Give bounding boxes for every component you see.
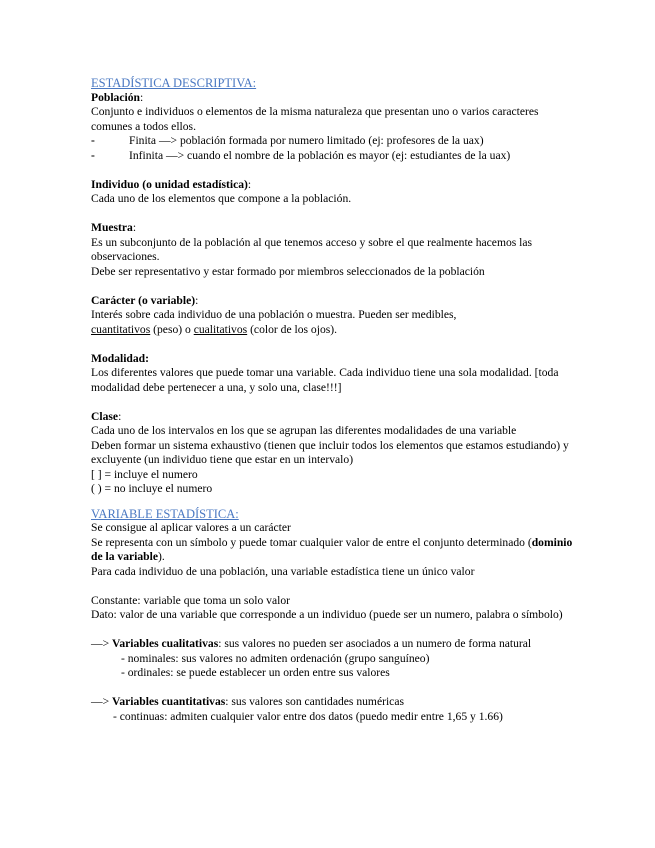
variable-block xyxy=(91,507,581,725)
individuo-desc: Cada uno de los elementos que compone a la población. xyxy=(91,192,352,205)
modalidad-block xyxy=(91,352,581,396)
muestra-colon: : xyxy=(132,221,137,234)
caracter-colon: : xyxy=(195,293,199,307)
individuo-colon: : xyxy=(247,177,252,191)
cualitativas-desc: : sus valores no pueden ser asociados a un numero de forma natural xyxy=(218,637,532,650)
individuo-heading: Individuo (o unidad estadística) xyxy=(91,177,248,191)
list-item: - continuas: admiten cualquier valor entre dos datos (puedo medir entre 1,65 y 1.66) xyxy=(113,709,503,723)
variable-line1: Se consigue al aplicar valores a un carácter xyxy=(91,521,291,534)
bullet-text-infinita: Infinita —> cuando el nombre de la población es mayor (ej: estudiantes de la uax) xyxy=(129,148,511,162)
cuantitativas-heading: Variables cuantitativas xyxy=(112,695,226,708)
bullet-marker: - xyxy=(91,148,95,162)
cuantitativos-term: cuantitativos xyxy=(91,322,151,336)
cuantitativas-line xyxy=(91,695,581,710)
clase-heading: Clase xyxy=(91,409,119,423)
variable-line2a: Se representa con un símbolo y puede tomar cualquier valor de entre el conjunto determinado ( xyxy=(91,535,532,549)
clase-line3: [ ] = incluye el numero xyxy=(91,467,198,481)
variable-line3: Para cada individuo de una población, una variable estadística tiene un único valor xyxy=(91,564,475,578)
bullet-item xyxy=(91,149,581,164)
section-title-estadistica-descriptiva: ESTADÍSTICA DESCRIPTIVA: xyxy=(91,76,257,90)
poblacion-block xyxy=(91,91,581,164)
constante-line: Constante: variable que toma un solo valor xyxy=(91,593,290,607)
clase-block xyxy=(91,410,581,497)
arrow-icon: —> xyxy=(91,637,113,650)
clase-line1: Cada uno de los intervalos en los que se agrupan las diferentes modalidades de una variable xyxy=(91,424,517,437)
cualitativos-term: cualitativos xyxy=(193,322,248,336)
bullet-item xyxy=(91,134,581,149)
document-page xyxy=(91,76,581,724)
dato-line: Dato: valor de una variable que corresponde a un individuo (puede ser un numero, palabra o símbolo) xyxy=(91,608,563,621)
muestra-heading: Muestra xyxy=(91,221,133,234)
caracter-line2 xyxy=(91,323,581,338)
variable-line2 xyxy=(91,536,581,565)
cualitativas-heading: Variables cualitativas xyxy=(112,637,219,650)
list-item: - nominales: sus valores no admiten ordenación (grupo sanguíneo) xyxy=(121,651,430,665)
caracter-mid1: (peso) o xyxy=(150,322,194,336)
clase-colon: : xyxy=(118,409,122,423)
individuo-block xyxy=(91,178,581,207)
section-title-variable-estadistica: VARIABLE ESTADÍSTICA: xyxy=(91,506,239,521)
modalidad-heading: Modalidad: xyxy=(91,351,149,365)
muestra-line2: Debe ser representativo y estar formado por miembros seleccionados de la población xyxy=(91,264,485,278)
caracter-heading: Carácter (o variable) xyxy=(91,293,196,307)
modalidad-desc: Los diferentes valores que puede tomar una variable. Cada individuo tiene una sola modalidad. [toda modalidad debe pertenecer a una, y solo una, clase!!!] xyxy=(91,366,559,394)
poblacion-heading: Población xyxy=(91,90,140,104)
caracter-line1: Interés sobre cada individuo de una población o muestra. Pueden ser medibles, xyxy=(91,308,457,321)
poblacion-desc: Conjunto e individuos o elementos de la misma naturaleza que presentan uno o varios caracteres comunes a todos ellos. xyxy=(91,105,539,133)
poblacion-colon: : xyxy=(139,90,144,104)
clase-line4: ( ) = no incluye el numero xyxy=(91,482,213,495)
muestra-block xyxy=(91,221,581,279)
caracter-mid2: (color de los ojos). xyxy=(247,322,338,336)
cuantitativas-desc: : sus valores son cantidades numéricas xyxy=(225,695,404,708)
bullet-text-finita: Finita —> población formada por numero limitado (ej: profesores de la uax) xyxy=(129,134,484,147)
list-item: - ordinales: se puede establecer un orden entre sus valores xyxy=(121,666,390,679)
arrow-icon: —> xyxy=(91,695,113,708)
bullet-marker: - xyxy=(91,134,95,147)
muestra-line1: Es un subconjunto de la población al que tenemos acceso y sobre el que realmente hacemos las observaciones. xyxy=(91,235,533,263)
cualitativas-line xyxy=(91,637,581,652)
variable-line2c: ). xyxy=(157,550,165,563)
clase-line2: Deben formar un sistema exhaustivo (tienen que incluir todos los elementos que estamos estudiando) y excluyente (un individuo tiene que estar en un intervalo) xyxy=(91,438,569,466)
dominio-term: dominio de la variable xyxy=(91,535,573,563)
caracter-block xyxy=(91,294,581,338)
